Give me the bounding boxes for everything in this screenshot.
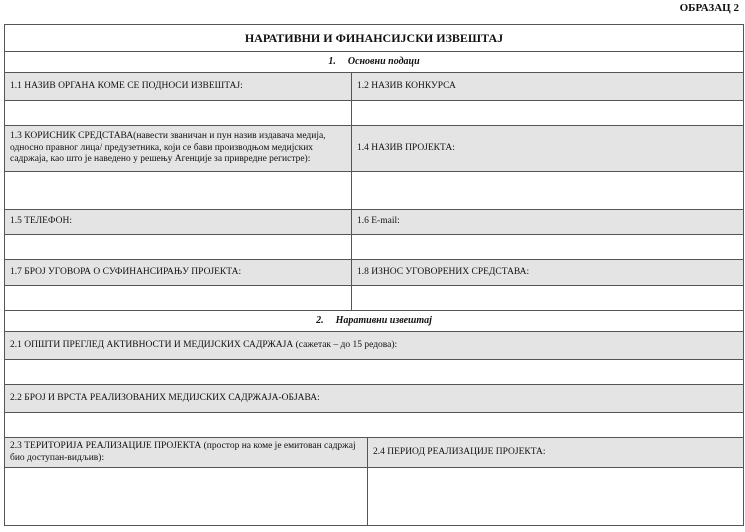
field-1-6-input[interactable]	[352, 235, 744, 260]
field-1-6-label: 1.6 E-mail:	[352, 210, 744, 235]
field-2-4-label: 2.4 ПЕРИОД РЕАЛИЗАЦИЈЕ ПРОЈЕКТА:	[368, 438, 744, 468]
field-1-5-label: 1.5 ТЕЛЕФОН:	[5, 210, 352, 235]
field-1-2-label: 1.2 НАЗИВ КОНКУРСА	[352, 73, 744, 101]
section-2-header	[5, 311, 744, 332]
field-1-3-input[interactable]	[5, 172, 352, 210]
section-1-number: 1.	[328, 55, 336, 67]
field-2-2-label: 2.2 БРОЈ И ВРСТА РЕАЛИЗОВАНИХ МЕДИЈСКИХ САДРЖАЈА-ОБЈАВА:	[5, 385, 744, 413]
field-2-1-input[interactable]	[5, 360, 744, 385]
field-1-4-input[interactable]	[352, 172, 744, 210]
field-2-2-input[interactable]	[5, 413, 744, 438]
field-1-8-label: 1.8 ИЗНОС УГОВОРЕНИХ СРЕДСТАВА:	[352, 260, 744, 286]
form-title: НАРАТИВНИ И ФИНАНСИЈСКИ ИЗВЕШТАЈ	[5, 25, 744, 52]
form-identifier: ОБРАЗАЦ 2	[679, 2, 739, 14]
field-1-7-label: 1.7 БРОЈ УГОВОРА О СУФИНАНСИРАЊУ ПРОЈЕКТА:	[5, 260, 352, 286]
section-2-number: 2.	[316, 314, 324, 326]
field-1-5-input[interactable]	[5, 235, 352, 260]
field-1-3-label: 1.3 КОРИСНИК СРЕДСТАВА(навести званичан и пун назив издавача медија, односно правног лица/ предузетника, који се бави производњом медијских садржаја, као што је наведено у решењу Агенције за привредне регистре):	[5, 126, 352, 172]
field-1-4-label: 1.4 НАЗИВ ПРОЈЕКТА:	[352, 126, 744, 172]
field-1-1-label: 1.1 НАЗИВ ОРГАНА КОМЕ СЕ ПОДНОСИ ИЗВЕШТАЈ:	[5, 73, 352, 101]
section-1-title: Основни подаци	[347, 55, 420, 67]
field-1-8-input[interactable]	[352, 286, 744, 311]
field-2-1-label: 2.1 ОПШТИ ПРЕГЛЕД АКТИВНОСТИ И МЕДИЈСКИХ САДРЖАЈА (сажетак – до 15 редова):	[5, 332, 744, 360]
section-1-header	[5, 52, 744, 73]
field-1-7-input[interactable]	[5, 286, 352, 311]
field-1-1-input[interactable]	[5, 101, 352, 126]
report-form-table	[4, 24, 744, 526]
field-1-2-input[interactable]	[352, 101, 744, 126]
field-2-3-label: 2.3 ТЕРИТОРИЈА РЕАЛИЗАЦИЈЕ ПРОЈЕКТА (простор на коме је емитован садржај био доступан-видљив):	[5, 438, 368, 468]
field-2-3-input[interactable]	[5, 468, 368, 526]
field-2-4-input[interactable]	[368, 468, 744, 526]
section-2-title: Наративни извештај	[335, 314, 432, 326]
